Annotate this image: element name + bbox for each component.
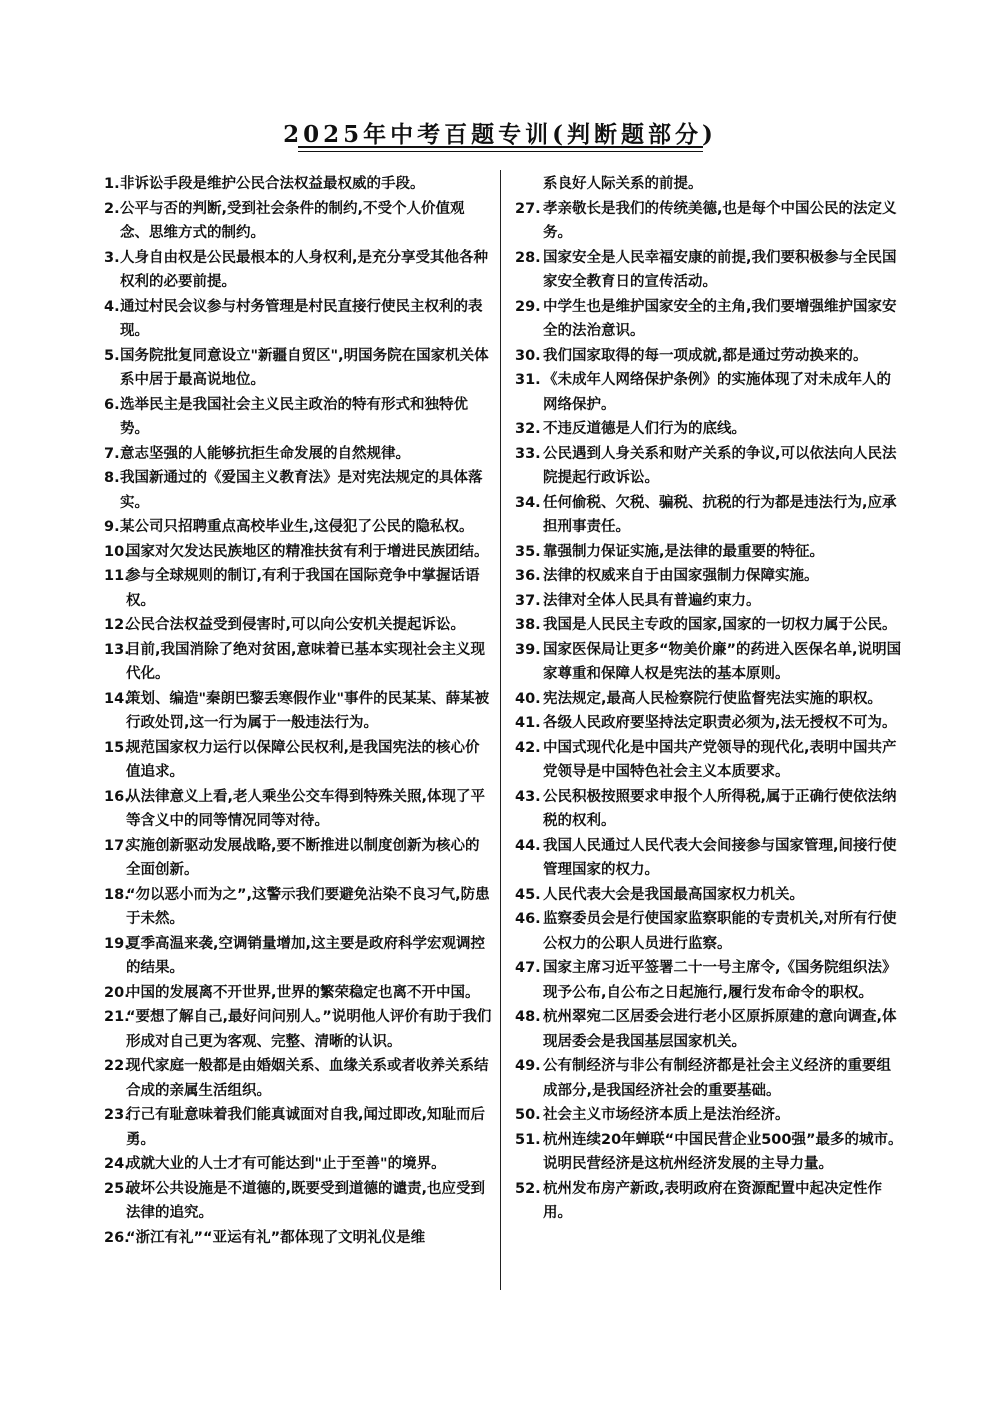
question-item bbox=[515, 883, 905, 908]
question-number: 41. bbox=[515, 715, 541, 731]
question-item bbox=[104, 932, 492, 981]
question-item bbox=[515, 785, 905, 834]
question-text: 杭州发布房产新政,表明政府在资源配置中起决定性作用。 bbox=[543, 1180, 883, 1221]
question-item bbox=[515, 834, 905, 883]
question-text: 孝亲敬长是我们的传统美德,也是每个中国公民的法定义务。 bbox=[543, 200, 897, 241]
question-item bbox=[104, 393, 492, 442]
question-item bbox=[515, 687, 905, 712]
question-number: 2. bbox=[104, 200, 120, 217]
question-item bbox=[515, 638, 905, 687]
question-text: 法律的权威来自于由国家强制力保障实施。 bbox=[543, 568, 819, 584]
question-number: 44. bbox=[515, 837, 541, 854]
question-text: 成就大业的人士才有可能达到"止于至善"的境界。 bbox=[126, 1156, 446, 1172]
question-number: 28. bbox=[515, 249, 541, 266]
question-item bbox=[104, 638, 492, 687]
question-text: 公民遇到人身关系和财产关系的争议,可以依法向人民法院提起行政诉讼。 bbox=[543, 445, 897, 486]
question-item bbox=[515, 295, 905, 344]
question-item bbox=[515, 907, 905, 956]
question-item bbox=[515, 1128, 905, 1177]
question-item bbox=[104, 197, 492, 246]
question-text: 任何偷税、欠税、骗税、抗税的行为都是违法行为,应承担刑事责任。 bbox=[543, 494, 897, 535]
question-number: 24. bbox=[104, 1156, 130, 1172]
question-item bbox=[104, 515, 492, 540]
question-number: 14. bbox=[104, 690, 130, 707]
question-item bbox=[515, 197, 905, 246]
question-number: 35. bbox=[515, 543, 541, 560]
question-text: 人民代表大会是我国最高国家权力机关。 bbox=[543, 886, 804, 903]
question-number: 50. bbox=[515, 1107, 541, 1123]
question-text: 破坏公共设施是不道德的,既要受到道德的谴责,也应受到法律的追究。 bbox=[126, 1180, 486, 1221]
question-number: 18. bbox=[104, 886, 130, 903]
question-text: “浙江有礼”“亚运有礼”都体现了文明礼仪是维 bbox=[126, 1229, 426, 1246]
question-item bbox=[515, 540, 905, 565]
question-number: 23. bbox=[104, 1107, 130, 1123]
question-number: 40. bbox=[515, 690, 541, 707]
question-text: 中国的发展离不开世界,世界的繁荣稳定也离不开中国。 bbox=[126, 984, 480, 1001]
question-text: 杭州连续20年蝉联“中国民营企业500强”最多的城市。说明民营经济是这杭州经济发展的主导力量。 bbox=[543, 1131, 903, 1172]
question-text: 我们国家取得的每一项成就,都是通过劳动换来的。 bbox=[543, 347, 868, 364]
question-item bbox=[515, 613, 905, 638]
question-item bbox=[104, 442, 492, 467]
question-number: 11. bbox=[104, 568, 130, 584]
question-text: 某公司只招聘重点高校毕业生,这侵犯了公民的隐私权。 bbox=[120, 519, 474, 535]
question-text: 国家主席习近平签署二十一号主席令,《国务院组织法》现予公布,自公布之日起施行,履行发布命令的职权。 bbox=[543, 960, 897, 1001]
title-underline bbox=[298, 146, 703, 148]
question-item bbox=[515, 491, 905, 540]
question-item bbox=[515, 442, 905, 491]
question-item bbox=[104, 344, 492, 393]
question-item bbox=[104, 1103, 492, 1152]
question-item bbox=[104, 564, 492, 613]
question-item bbox=[104, 883, 492, 932]
question-item bbox=[104, 540, 492, 565]
question-text: 实施创新驱动发展战略,要不断推进以制度创新为核心的全面创新。 bbox=[126, 837, 480, 878]
question-text: 我国新通过的《爱国主义教育法》是对宪法规定的具体落实。 bbox=[120, 470, 483, 511]
question-number: 5. bbox=[104, 347, 120, 364]
question-number: 19. bbox=[104, 935, 130, 952]
question-item bbox=[104, 1226, 492, 1251]
question-item bbox=[104, 736, 492, 785]
question-item bbox=[515, 1103, 905, 1128]
question-text: 选举民主是我国社会主义民主政治的特有形式和独特优势。 bbox=[120, 396, 468, 437]
question-item bbox=[104, 1177, 492, 1226]
question-text: 我国是人民民主专政的国家,国家的一切权力属于公民。 bbox=[543, 617, 897, 633]
question-text: 宪法规定,最高人民检察院行使监督宪法实施的职权。 bbox=[543, 690, 883, 707]
question-item bbox=[515, 736, 905, 785]
question-number: 31. bbox=[515, 372, 541, 388]
question-item bbox=[104, 295, 492, 344]
question-number: 4. bbox=[104, 298, 120, 315]
question-text: 中国式现代化是中国共产党领导的现代化,表明中国共产党领导是中国特色社会主义本质要求。 bbox=[543, 739, 897, 780]
question-text: 国家安全是人民幸福安康的前提,我们要积极参与全民国家安全教育日的宣传活动。 bbox=[543, 249, 897, 290]
question-item bbox=[515, 1177, 905, 1226]
question-text: 中学生也是维护国家安全的主角,我们要增强维护国家安全的法治意识。 bbox=[543, 298, 897, 339]
question-item bbox=[104, 172, 492, 197]
question-number: 32. bbox=[515, 421, 541, 437]
question-item bbox=[104, 687, 492, 736]
question-item bbox=[104, 981, 492, 1006]
question-text: 国家对欠发达民族地区的精准扶贫有利于增进民族团结。 bbox=[126, 543, 489, 560]
question-text: 非诉讼手段是维护公民合法权益最权威的手段。 bbox=[120, 176, 425, 192]
question-number: 37. bbox=[515, 592, 541, 609]
question-text: 通过村民会议参与村务管理是村民直接行使民主权利的表现。 bbox=[120, 298, 483, 339]
question-item bbox=[515, 589, 905, 614]
question-text: 公民积极按照要求申报个人所得税,属于正确行使依法纳税的权利。 bbox=[543, 788, 897, 829]
question-text: 系良好人际关系的前提。 bbox=[543, 176, 703, 192]
question-number: 15. bbox=[104, 739, 130, 756]
question-number: 51. bbox=[515, 1131, 541, 1148]
question-text: 不违反道德是人们行为的底线。 bbox=[543, 421, 746, 437]
question-text: 我国人民通过人民代表大会间接参与国家管理,间接行使管理国家的权力。 bbox=[543, 837, 897, 878]
question-number: 12. bbox=[104, 617, 130, 633]
question-text: 各级人民政府要坚持法定职责必须为,法无授权不可为。 bbox=[543, 715, 897, 731]
question-item bbox=[104, 1054, 492, 1103]
right-column bbox=[515, 172, 905, 1226]
question-text: 法律对全体人民具有普遍约束力。 bbox=[543, 592, 761, 609]
question-item bbox=[515, 246, 905, 295]
question-number: 38. bbox=[515, 617, 541, 633]
question-item bbox=[104, 1152, 492, 1177]
question-number: 52. bbox=[515, 1180, 541, 1197]
question-text: “勿以恶小而为之”,这警示我们要避免沾染不良习气,防患于未然。 bbox=[126, 886, 490, 927]
question-text: 国家医保局让更多“物美价廉”的药进入医保名单,说明国家尊重和保障人权是宪法的基本原则。 bbox=[543, 641, 902, 682]
question-number: 26. bbox=[104, 1229, 130, 1246]
question-number: 27. bbox=[515, 200, 541, 217]
question-number: 36. bbox=[515, 568, 541, 584]
question-item bbox=[515, 417, 905, 442]
question-number: 42. bbox=[515, 739, 541, 756]
question-number: 39. bbox=[515, 641, 541, 658]
question-text: 监察委员会是行使国家监察职能的专责机关,对所有行使公权力的公职人员进行监察。 bbox=[543, 911, 897, 952]
question-number: 21. bbox=[104, 1009, 130, 1025]
question-number: 33. bbox=[515, 445, 541, 462]
question-number: 20. bbox=[104, 984, 130, 1001]
question-text: 参与全球规则的制订,有利于我国在国际竞争中掌握话语权。 bbox=[126, 568, 480, 609]
column-divider bbox=[500, 170, 501, 1290]
question-item bbox=[515, 1054, 905, 1103]
question-continuation bbox=[515, 172, 905, 197]
question-number: 1. bbox=[104, 176, 120, 192]
question-text: 从法律意义上看,老人乘坐公交车得到特殊关照,体现了平等含义中的同等情况同等对待。 bbox=[126, 788, 486, 829]
question-number: 48. bbox=[515, 1009, 541, 1025]
question-text: 行己有耻意味着我们能真诚面对自我,闻过即改,知耻而后勇。 bbox=[126, 1107, 486, 1148]
question-text: 国务院批复同意设立"新疆自贸区",明国务院在国家机关体系中居于最高说地位。 bbox=[120, 347, 489, 388]
question-number: 34. bbox=[515, 494, 541, 511]
question-number: 25. bbox=[104, 1180, 130, 1197]
question-item bbox=[515, 711, 905, 736]
question-number: 6. bbox=[104, 396, 120, 413]
question-number: 16. bbox=[104, 788, 130, 805]
question-text: 《未成年人网络保护条例》的实施体现了对未成年人的网络保护。 bbox=[543, 372, 891, 413]
question-item bbox=[515, 956, 905, 1005]
question-text: 规范国家权力运行以保障公民权利,是我国宪法的核心价值追求。 bbox=[126, 739, 480, 780]
question-item bbox=[515, 344, 905, 369]
question-number: 45. bbox=[515, 886, 541, 903]
question-text: 策划、编造"秦朗巴黎丢寒假作业"事件的民某某、薛某被行政处罚,这一行为属于一般违法行为。 bbox=[126, 690, 490, 731]
question-number: 10. bbox=[104, 543, 130, 560]
question-number: 49. bbox=[515, 1058, 541, 1074]
question-text: 公平与否的判断,受到社会条件的制约,不受个人价值观念、思维方式的制约。 bbox=[120, 200, 465, 241]
title-underline-thin bbox=[298, 151, 703, 152]
question-item bbox=[104, 613, 492, 638]
question-text: 现代家庭一般都是由婚姻关系、血缘关系或者收养关系结合成的亲属生活组织。 bbox=[126, 1058, 489, 1099]
question-text: 公民合法权益受到侵害时,可以向公安机关提起诉讼。 bbox=[126, 617, 466, 633]
question-text: 社会主义市场经济本质上是法治经济。 bbox=[543, 1107, 790, 1123]
question-text: 目前,我国消除了绝对贫困,意味着已基本实现社会主义现代化。 bbox=[126, 641, 486, 682]
question-item bbox=[104, 1005, 492, 1054]
question-item bbox=[515, 368, 905, 417]
question-number: 9. bbox=[104, 519, 120, 535]
question-number: 3. bbox=[104, 249, 120, 266]
question-number: 22. bbox=[104, 1058, 130, 1074]
question-number: 47. bbox=[515, 960, 541, 976]
question-text: 杭州翠宛二区居委会进行老小区原拆原建的意向调查,体现居委会是我国基层国家机关。 bbox=[543, 1009, 897, 1050]
question-text: 人身自由权是公民最根本的人身权利,是充分享受其他各种权利的必要前提。 bbox=[120, 249, 489, 290]
question-item bbox=[104, 246, 492, 295]
question-number: 7. bbox=[104, 445, 120, 462]
question-text: 意志坚强的人能够抗拒生命发展的自然规律。 bbox=[120, 445, 410, 462]
question-number: 13. bbox=[104, 641, 130, 658]
question-number: 43. bbox=[515, 788, 541, 805]
question-item bbox=[104, 785, 492, 834]
left-column bbox=[104, 172, 492, 1250]
question-number: 8. bbox=[104, 470, 120, 486]
question-item bbox=[104, 466, 492, 515]
question-number: 46. bbox=[515, 911, 541, 927]
page-title: 2025年中考百题专训(判断题部分) bbox=[283, 121, 717, 148]
question-item bbox=[515, 564, 905, 589]
question-text: 靠强制力保证实施,是法律的最重要的特征。 bbox=[543, 543, 825, 560]
question-number: 29. bbox=[515, 298, 541, 315]
question-number: 30. bbox=[515, 347, 541, 364]
question-item bbox=[515, 1005, 905, 1054]
question-item bbox=[104, 834, 492, 883]
question-text: 公有制经济与非公有制经济都是社会主义经济的重要组成部分,是我国经济社会的重要基础。 bbox=[543, 1058, 891, 1099]
question-text: 夏季高温来袭,空调销量增加,这主要是政府科学宏观调控的结果。 bbox=[126, 935, 486, 976]
question-number: 17. bbox=[104, 837, 130, 854]
question-text: “要想了解自己,最好问问别人。”说明他人评价有助于我们形成对自己更为客观、完整、清晰的认识。 bbox=[126, 1009, 492, 1050]
